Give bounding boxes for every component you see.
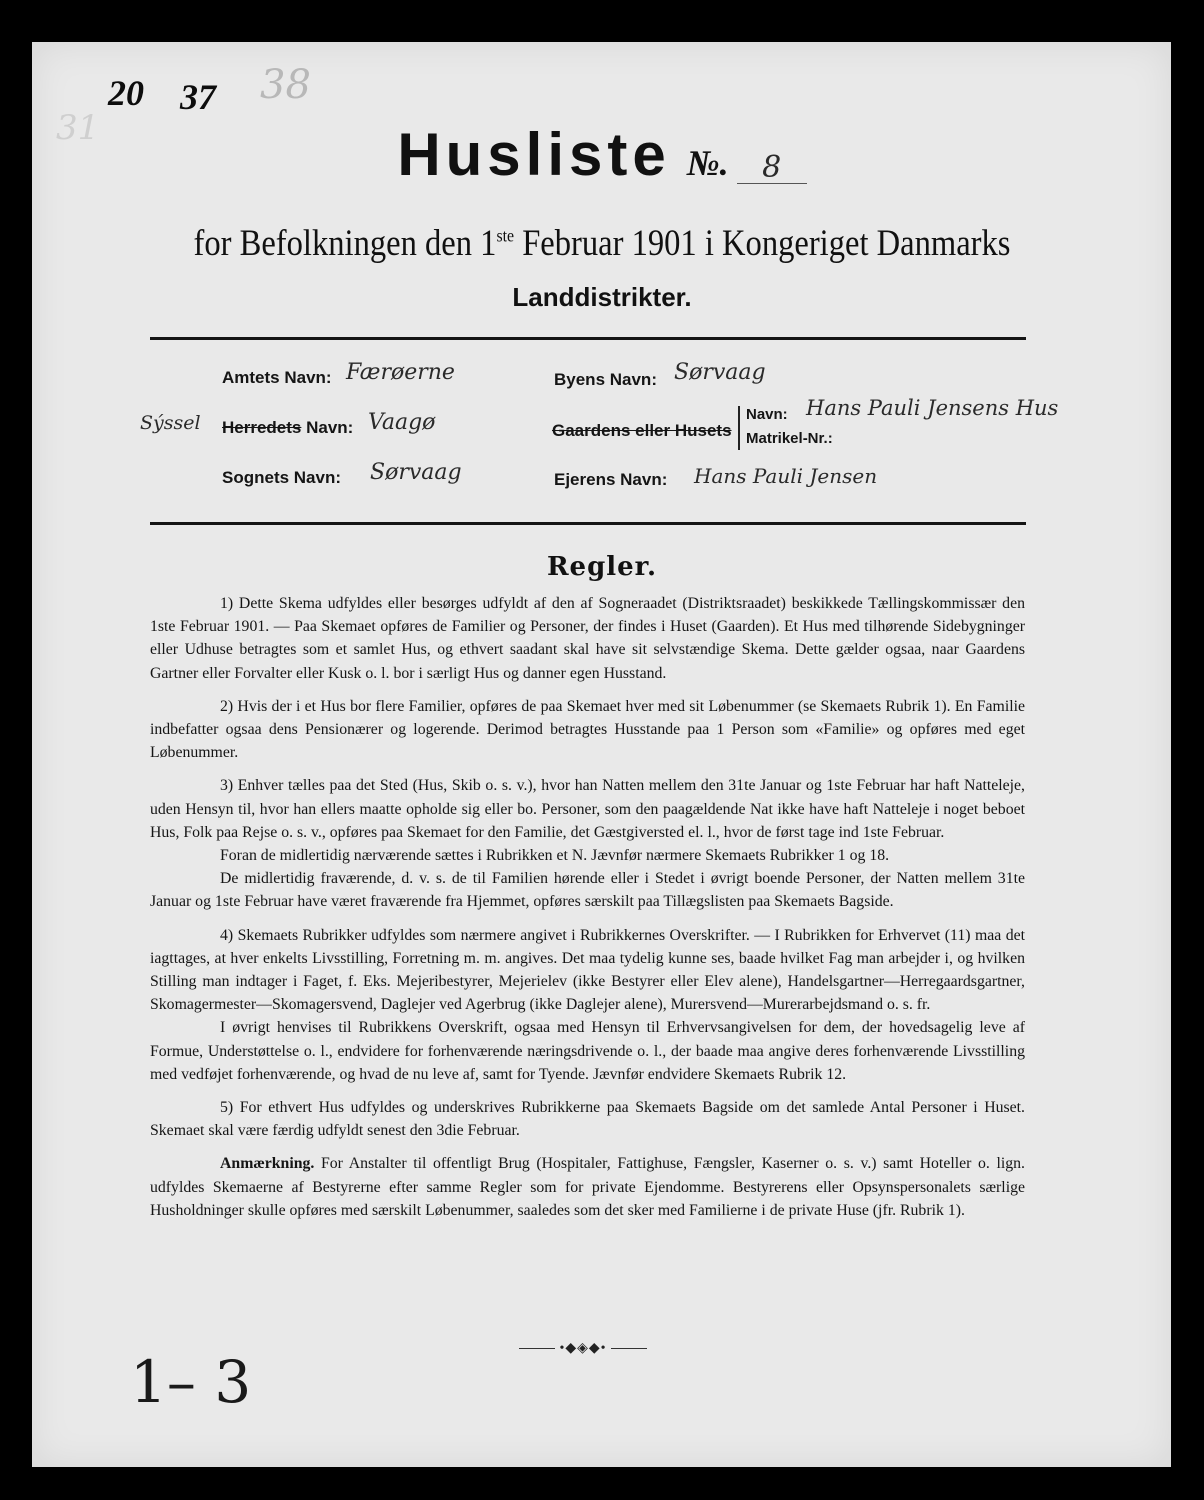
sysel-prefix: Sýssel bbox=[140, 412, 201, 434]
stamp-number-a: 20 bbox=[108, 73, 144, 113]
divider-bottom bbox=[150, 522, 1026, 525]
note-paragraph bbox=[150, 1152, 1025, 1222]
gaard-label: Gaardens eller Husets bbox=[552, 421, 732, 440]
rules-body bbox=[150, 592, 1025, 1232]
by-label: Byens Navn: bbox=[554, 370, 657, 389]
rule-4-cont: I øvrigt henvises til Rubrikkens Overskrift, ogsaa med Hensyn til Erhvervsangivelsen for dem, der hovedsagelig leve af Formue, Understøttelse o. l., endvidere for forhenværende næringsdrivende o. l., der baade maa angive deres forhenværende Livsstilling med vedføjet forhenværende, og hvad de nu leve af, samt for Tyende. Jævnfør endvidere Skemaets Rubrik 12. bbox=[150, 1019, 1025, 1083]
form-subtitle bbox=[72, 222, 1132, 265]
herred-label-struck: Herredets bbox=[222, 418, 302, 437]
rule-1: 1) Dette Skema udfyldes eller besørges udfyldt af den af Sogneraadet (Distriktsraadet) beskikkede Tællingskommissær den 1ste Februar 1901. — Paa Skemaet opføres de Familier og Personer, der findes i Huset (Gaarden). Et Hus med tilhørende Sidebygninger eller Udhuse betragtes som et samlet Hus, og ethvert saadant skal have sit selvstændige Skema. Dette gælder ogsaa, naar Gaardens Gartner eller Forvalter eller Kusk o. l. bor i særligt Hus og danner egen Husstand. bbox=[150, 595, 1025, 682]
form-title-row bbox=[0, 120, 1204, 189]
gaard-navn-label: Navn: bbox=[746, 406, 788, 423]
sogn-label: Sognets Navn: bbox=[222, 468, 342, 487]
herred-label-rest: Navn: bbox=[306, 418, 354, 437]
pencil-number: 38 bbox=[260, 62, 311, 108]
subtitle-text-rest: Februar 1901 i Kongeriget Danmarks bbox=[514, 223, 1011, 264]
rule-3-cont-1: Foran de midlertidig nærværende sættes i Rubrikken et N. Jævnfør nærmere Skemaets Rubrikker 1 og 18. bbox=[220, 847, 890, 865]
sogn-value: Sørvaag bbox=[370, 460, 462, 485]
note-label: Anmærkning. bbox=[220, 1155, 315, 1173]
amt-label: Amtets Navn: bbox=[222, 368, 332, 387]
house-number-line bbox=[737, 148, 807, 184]
pencil-faint-mark: 31 bbox=[56, 108, 100, 148]
handwritten-range: 1– 3 bbox=[130, 1348, 252, 1416]
stamp-number-b: 37 bbox=[180, 77, 216, 117]
note-text: For Anstalter til offentligt Brug (Hospitaler, Fattighuse, Fængsler, Kaserner o. s. v.) samt Hoteller o. lign. udfyldes Skemaerne af Bestyrerne efter samme Regler som for private Ejendomme. Bestyrerens eller Opsynspersonalets særlige Husholdninger skulle opføres med særskilt Løbenummer, saaledes som det sker med Familierne i de private Huse (jfr. Rubrik 1). bbox=[150, 1155, 1025, 1219]
amt-value: Færøerne bbox=[346, 360, 455, 385]
rule-3: 3) Enhver tælles paa det Sted (Hus, Skib o. s. v.), hvor han Natten mellem den 31te Januar og 1ste Februar har haft Natteleje, uden Hensyn til, hvor han ellers maatte opholde sig eller bo. Personer, som den paagældende Nat ikke have haft Natteleje i noget beboet Hus, Folk paa Rejse o. s. v., opføres paa Skemaet for den Familie, det Gæstgiversted el. l., hvor de først tage ind 1ste Februar. bbox=[150, 777, 1025, 841]
divider-top bbox=[150, 337, 1026, 340]
gaard-navn-value: Hans Pauli Jensens Hus bbox=[806, 396, 1059, 420]
ornament-line-right bbox=[611, 1348, 647, 1349]
herred-label bbox=[222, 418, 353, 438]
ejer-value: Hans Pauli Jensen bbox=[694, 464, 878, 488]
ornament-divider bbox=[508, 1340, 658, 1357]
subtitle-text: for Befolkningen den 1 bbox=[193, 223, 497, 264]
brace bbox=[738, 406, 740, 450]
herred-value: Vaagø bbox=[368, 410, 436, 435]
rules-heading: Regler. bbox=[546, 552, 658, 582]
house-number: 8 bbox=[762, 150, 782, 185]
ornament-line-left bbox=[519, 1348, 555, 1349]
rule-4: 4) Skemaets Rubrikker udfyldes som nærmere angivet i Rubrikkernes Overskrifter. — I Rubrikken for Erhvervet (11) maa det iagttages, at hver enkelts Livsstilling, Forretning m. m. angives. Det maa tydelig kunne ses, baade hvilket Fag man arbejder i, og hvilken Stilling man indtager i Faget, f. Eks. Mejeribestyrer, Mejerielev (ikke Bestyrer eller Elev alene), Handelsgartner—Herregaardsgartner, Skomagermester—Skomagersvend, Daglejer ved Agerbrug (ikke Daglejer alene), Murersvend—Murerarbejdsmand o. s. fr. bbox=[150, 926, 1025, 1014]
subtitle-sup: ste bbox=[496, 225, 515, 246]
number-sign: №. bbox=[686, 143, 729, 183]
district-heading: Landdistrikter. bbox=[512, 282, 692, 312]
rule-3-cont-2: De midlertidig fraværende, d. v. s. de til Familien hørende eller i Stedet i øvrigt boende Personer, der Natten mellem 31te Januar og 1ste Februar have været fraværende fra Hjemmet, opføres særskilt paa Tillægslisten paa Skemaets Bagside. bbox=[150, 870, 1025, 911]
matrikel-label: Matrikel-Nr.: bbox=[746, 430, 833, 447]
rule-5: 5) For ethvert Hus udfyldes og underskrives Rubrikkerne paa Skemaets Bagside om det samlede Antal Personer i Huset. Skemaet skal være færdig udfyldt senest den 3die Februar. bbox=[150, 1099, 1025, 1140]
ejer-label: Ejerens Navn: bbox=[554, 470, 668, 489]
by-value: Sørvaag bbox=[674, 360, 766, 385]
rule-2: 2) Hvis der i et Hus bor flere Familier, opføres de paa Skemaet hver med sit Løbenummer (se Skemaets Rubrik 1). En Familie indbefatter ogsaa dens Pensionærer og logerende. Derimod betragtes Husstande paa 1 Person som «Familie» og opføres med eget Løbenummer. bbox=[150, 697, 1025, 762]
ornament-glyphs: •◆◈◆• bbox=[559, 1341, 607, 1356]
page-title: Husliste bbox=[397, 121, 671, 188]
